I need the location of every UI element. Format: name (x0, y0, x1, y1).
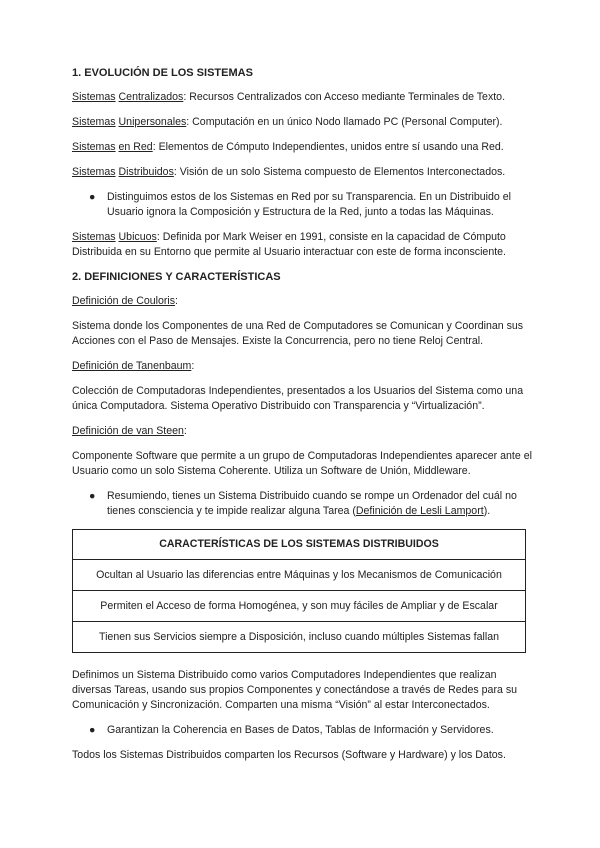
term-word: Unipersonales (118, 116, 187, 128)
table-cell: Ocultan al Usuario las diferencias entre Máquinas y los Mecanismos de Comunicación (73, 560, 526, 591)
term-distribuidos (72, 165, 532, 180)
bullet-text: Distinguimos estos de los Sistemas en Red por su Transparencia. En un Distribuido el Usuario ignora la Composición y Estructura de la Red, junto a todas las Máquinas. (107, 191, 511, 218)
term-word: Sistemas (72, 231, 116, 243)
definition-paragraph: Definimos un Sistema Distribuido como varios Computadores Independientes que realizan diversas Tareas, usando sus propios Componentes y conectándose a través de Redes para su Comunicación y Sincronización. Comparten una misma “Visión” al estar Interconectados. (72, 669, 518, 711)
section-2-heading: 2. DEFINICIONES Y CARACTERÍSTICAS (72, 271, 281, 283)
term-description: : Visión de un solo Sistema compuesto de Elementos Interconectados. (173, 166, 506, 178)
term-word: Sistemas (72, 91, 116, 103)
term-word: en Red (118, 141, 153, 153)
table-header: CARACTERÍSTICAS DE LOS SISTEMAS DISTRIBUIDOS (73, 530, 526, 560)
definition-tanenbaum-body: Colección de Computadoras Independientes, presentados a los Usuarios del Sistema como una única Computadora. Sistema Operativo Distribuido con Transparencia y “Virtualización”. (72, 385, 524, 412)
term-description: : Elementos de Cómputo Independientes, unidos entre sí usando una Red. (152, 141, 504, 153)
bullet-transparencia (72, 190, 532, 220)
section-1-heading: 1. EVOLUCIÓN DE LOS SISTEMAS (72, 67, 253, 79)
definition-label: Definición de Couloris (72, 295, 176, 307)
definition-tanenbaum-label: Definición de Tanenbaum: (72, 360, 195, 372)
term-word: Sistemas (72, 166, 116, 178)
definition-coulouris-label: Definición de Couloris: (72, 295, 178, 307)
definition-label: Definición de van Steen (72, 425, 184, 437)
bullet-icon: ● (89, 724, 96, 736)
bullet-icon: ● (89, 490, 96, 502)
table-cell: Permiten el Acceso de forma Homogénea, y son muy fáciles de Ampliar y de Escalar (73, 591, 526, 622)
bullet-coherencia (72, 723, 532, 738)
bullet-text: Resumiendo, tienes un Sistema Distribuido cuando se rompe un Ordenador del cuál no tienes consciencia y te impide realizar alguna Tarea ( (107, 490, 517, 517)
term-description: : Definida por Mark Weiser en 1991, consiste en la capacidad de Cómputo Distribuida en su Entorno que permite al Usuario interactuar con este de forma inconsciente. (72, 231, 506, 258)
term-word: Distribuidos (118, 166, 174, 178)
definition-label: Definición de Tanenbaum (72, 360, 192, 372)
term-en-red (72, 140, 532, 155)
table-row (73, 622, 526, 653)
bullet-text-end: ). (483, 505, 491, 517)
characteristics-table (72, 529, 526, 653)
term-description: : Recursos Centralizados con Acceso mediante Terminales de Texto. (183, 91, 506, 103)
definition-vansteen-body: Componente Software que permite a un grupo de Computadoras Independientes aparecer ante el Usuario como un solo Sistema Coherente. Utiliza un Software de Unión, Middleware. (72, 450, 532, 477)
table-header-row (73, 530, 526, 560)
term-unipersonales (72, 115, 532, 130)
term-ubicuos (72, 230, 532, 260)
term-word: Ubicuos (118, 231, 157, 243)
term-centralizados (72, 90, 532, 105)
closing-paragraph: Todos los Sistemas Distribuidos comparten los Recursos (Software y Hardware) y los Datos. (72, 749, 506, 761)
term-word: Sistemas (72, 141, 116, 153)
bullet-icon: ● (89, 191, 96, 203)
bullet-resumen (72, 489, 532, 519)
bullet-text: Garantizan la Coherencia en Bases de Datos, Tablas de Información y Servidores. (107, 724, 494, 736)
term-word: Centralizados (118, 91, 184, 103)
document-page (72, 66, 532, 773)
table-cell: Tienen sus Servicios siempre a Disposición, incluso cuando múltiples Sistemas fallan (73, 622, 526, 653)
term-word: Sistemas (72, 116, 116, 128)
definition-vansteen-label: Definición de van Steen: (72, 425, 187, 437)
term-description: : Computación en un único Nodo llamado PC (Personal Computer). (186, 116, 503, 128)
lamport-definition-link: Definición de Lesli Lamport (355, 505, 484, 517)
table-row (73, 591, 526, 622)
definition-coulouris-body: Sistema donde los Componentes de una Red de Computadores se Comunican y Coordinan sus Acciones con el Paso de Mensajes. Existe la Concurrencia, pero no tiene Reloj Central. (72, 320, 524, 347)
table-row (73, 560, 526, 591)
